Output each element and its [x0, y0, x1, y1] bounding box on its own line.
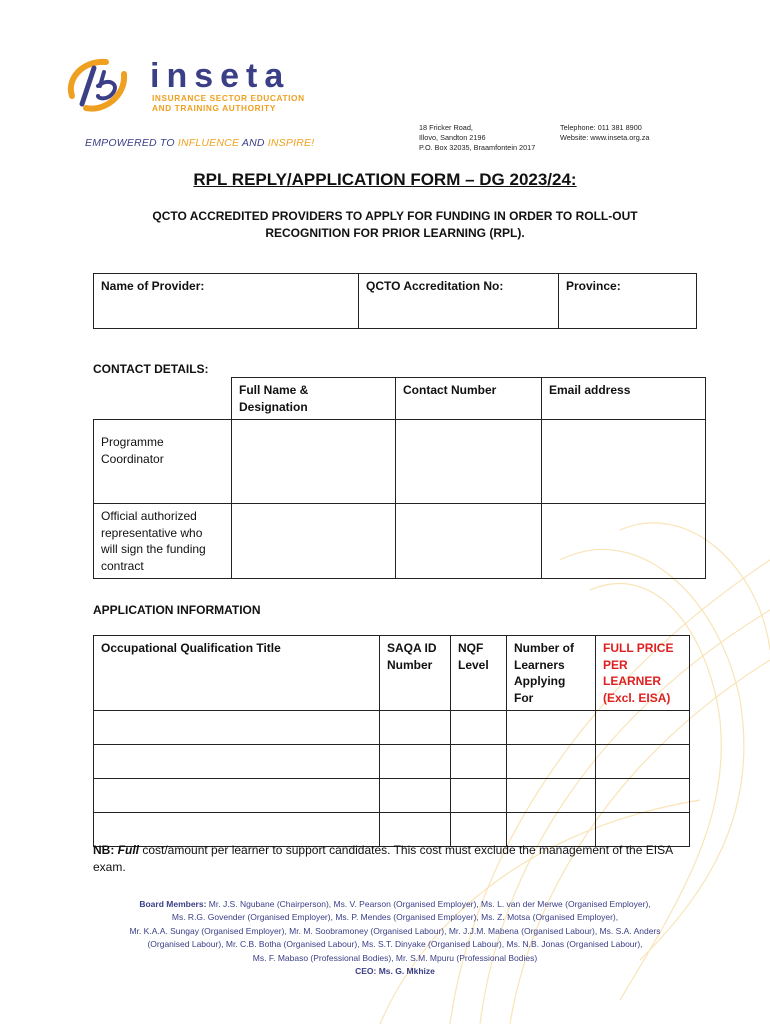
accreditation-number-field[interactable]: QCTO Accreditation No: — [359, 274, 559, 329]
table-row — [94, 745, 690, 779]
brand-subtitle-line1: INSURANCE SECTOR EDUCATION — [152, 93, 305, 103]
col-nqf-level: NQF Level — [451, 636, 507, 711]
provider-name-field[interactable]: Name of Provider: — [94, 274, 359, 329]
representative-contact-cell[interactable] — [396, 504, 542, 579]
col-email: Email address — [542, 378, 706, 420]
representative-name-cell[interactable] — [232, 504, 396, 579]
brand-subtitle-line2: AND TRAINING AUTHORITY — [152, 102, 276, 113]
coordinator-email-cell[interactable] — [542, 420, 706, 504]
tagline: EMPOWERED TO INFLUENCE AND INSPIRE! — [85, 137, 315, 149]
postal-address: 18 Fricker Road, Illovo, Sandton 2196 P.O. Box 32035, Braamfontein 2017 — [419, 123, 536, 153]
province-field[interactable]: Province: — [559, 274, 697, 329]
application-info-heading: APPLICATION INFORMATION — [93, 603, 261, 617]
col-saqa-id: SAQA ID Number — [380, 636, 451, 711]
form-title: RPL REPLY/APPLICATION FORM – DG 2023/24: — [193, 170, 577, 189]
brand-subtitle — [152, 94, 305, 113]
ceo-line: CEO: Ms. G. Mkhize — [355, 966, 435, 977]
application-table — [93, 635, 690, 847]
empty-corner — [94, 378, 232, 420]
row-programme-coordinator: Programme Coordinator — [94, 420, 232, 504]
contact-details-table — [93, 377, 706, 579]
telephone: Telephone: 011 381 8900 — [560, 123, 642, 132]
representative-email-cell[interactable] — [542, 504, 706, 579]
coordinator-name-cell[interactable] — [232, 420, 396, 504]
table-row — [94, 711, 690, 745]
contact-details-heading: CONTACT DETAILS: — [93, 362, 209, 376]
provider-table — [93, 273, 697, 329]
form-subtitle: QCTO ACCREDITED PROVIDERS TO APPLY FOR FUNDING IN ORDER TO ROLL-OUT RECOGNITION FOR PRIOR LEARNING (RPL). — [152, 209, 638, 240]
note-text: NB: Full cost/amount per learner to support candidates. This cost must exclude the management of the EISA exam. — [93, 843, 673, 874]
col-full-name: Full Name & Designation — [232, 378, 396, 420]
board-members-footer: Board Members: Mr. J.S. Ngubane (Chairperson), Ms. V. Pearson (Organised Employer), Ms. L. van der Merwe (Organised Employer), Ms. R.G. Govender (Organised Employer), Ms. P. Mendes (Organised Employer), Ms. Z. Motsa (Organised Employer), Mr. K.A.A. Sungay (Organised Employer), Mr. M. Soobramoney (Organised Labour), Mr. J.J.M. Mabena (Organised Labour), Ms. S.A. Anders (Organised Labour), Mr. C.B. Botha (Organised Labour), Ms. S.T. Dinyake (Organised Labour), Ms. N.B. Jonas (Organised Labour), Ms. F. Mabaso (Professional Bodies), Mr. S.M. Mpuru (Professional Bodies) CEO: Ms. G. Mkhize — [90, 898, 700, 978]
coordinator-contact-cell[interactable] — [396, 420, 542, 504]
col-full-price: FULL PRICE PER LEARNER (Excl. EISA) — [596, 636, 690, 711]
contact-info — [560, 123, 650, 143]
inseta-logo-icon — [64, 56, 136, 114]
col-number-of-learners: Number of Learners Applying For — [507, 636, 596, 711]
col-contact-number: Contact Number — [396, 378, 542, 420]
table-row — [94, 779, 690, 813]
col-qualification-title: Occupational Qualification Title — [94, 636, 380, 711]
brand-name: inseta — [150, 57, 291, 95]
row-official-representative: Official authorized representative who will sign the funding contract — [94, 504, 232, 579]
website: Website: www.inseta.org.za — [560, 133, 650, 143]
